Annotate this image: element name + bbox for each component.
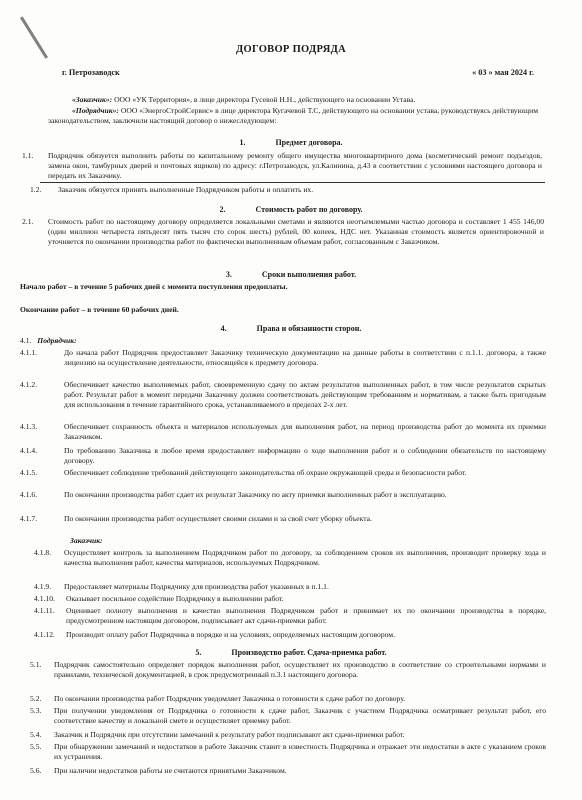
contractor-subheading bbox=[20, 336, 220, 346]
list-item bbox=[34, 548, 546, 580]
list-item bbox=[20, 422, 546, 444]
section-2-title: Стоимость работ по договору. bbox=[255, 205, 363, 214]
item-number: 4.1.10. bbox=[34, 594, 55, 603]
item-number: 4.1.2. bbox=[20, 380, 38, 389]
list-item bbox=[20, 348, 546, 380]
list-item bbox=[30, 660, 546, 692]
document-title: ДОГОВОР ПОДРЯДА bbox=[235, 44, 346, 55]
item-text: Оценивает полноту выполнения и качество выполнения Подрядчиком работ и принимает их по окончании производства в порядке, предусмотренном настоящим договором, подписывает акт сдачи-приемки работ. bbox=[66, 606, 546, 626]
list-item bbox=[30, 706, 546, 728]
list-item bbox=[20, 468, 546, 490]
item-text: Оказывает посильное содействие Подрядчику в выполнении работ. bbox=[66, 594, 284, 603]
list-item bbox=[34, 606, 546, 628]
item-number: 4.1.3. bbox=[20, 422, 38, 431]
item-number: 4.1.5. bbox=[20, 468, 38, 477]
subsection-number: 4.1. bbox=[20, 336, 32, 345]
item-number: 5.5. bbox=[30, 742, 42, 751]
item-number: 4.1.12. bbox=[34, 630, 55, 639]
list-item bbox=[20, 380, 546, 422]
item-text: Обеспечивает сохранность объекта и материалов используемых для выполнения работ, на период производства работ до момента их приемки Заказчиком. bbox=[64, 422, 546, 442]
item-number: 2.1. bbox=[22, 217, 34, 226]
section-1-number: 1. bbox=[239, 138, 246, 147]
section-2-number: 2. bbox=[219, 205, 226, 214]
list-item bbox=[30, 742, 546, 764]
item-number: 5.2. bbox=[30, 694, 42, 703]
subsection-label: Подрядчик: bbox=[37, 336, 77, 345]
item-number: 4.1.8. bbox=[34, 548, 52, 557]
item-number: 5.1. bbox=[30, 660, 42, 669]
item-text: По окончании производства работ Подрядчик уведомляет Заказчика о готовности к сдаче работ по договору. bbox=[54, 694, 406, 703]
item-number: 1.2. bbox=[30, 185, 42, 194]
section-5-heading bbox=[0, 648, 582, 657]
item-number: 4.1.6. bbox=[20, 490, 38, 499]
item-text: При наличии недостатков работы не считаются принятыми Заказчиком. bbox=[54, 766, 287, 775]
item-number: 4.1.4. bbox=[20, 446, 38, 455]
list-item bbox=[22, 217, 544, 259]
item-number: 5.3. bbox=[30, 706, 42, 715]
item-number: 4.1.11. bbox=[34, 606, 55, 615]
item-text: Производит оплату работ Подрядчика в порядке и на условиях, определяемых настоящим договором. bbox=[66, 630, 396, 639]
preamble-contractor bbox=[48, 106, 538, 126]
item-number: 4.1.1. bbox=[20, 348, 38, 357]
item-number: 5.4. bbox=[30, 730, 42, 739]
section-4-heading bbox=[0, 324, 582, 333]
section-3-number: 3. bbox=[225, 270, 232, 279]
section-4-title: Права и обязанности сторон. bbox=[256, 324, 362, 333]
item-text: При обнаружении замечаний и недостатков в работе Заказчик ставит в известность Подрядчика и отражает эти недостатки в акте с указанием сроков их устранения. bbox=[54, 742, 546, 762]
item-text: Обеспечивает качество выполняемых работ, своевременную сдачу по актам результатов выполненных работ, в том числе результатов скрытых работ. Результат работ в момент передачи Заказчику должен соответствовать действующим требованиям и нормативам, а также быть пригодным для использования в течение гарантийного срока, устанавливаемого в пределах 2-х лет. bbox=[64, 380, 546, 410]
section-4-number: 4. bbox=[220, 324, 227, 333]
contractor-label: «Подрядчик»: bbox=[72, 106, 119, 115]
customer-label: «Заказчик»: bbox=[72, 95, 113, 104]
item-text: По требованию Заказчика в любое время предоставляет информацию о ходе выполнения работ и о соблюдении обязательств по настоящему договору. bbox=[64, 446, 546, 466]
work-end: Окончание работ – в течение 60 рабочих дней. bbox=[20, 305, 179, 314]
section-1-title: Предмет договора. bbox=[275, 138, 343, 147]
item-number: 4.1.7. bbox=[20, 514, 38, 523]
item-number: 4.1.9. bbox=[34, 582, 52, 591]
list-item bbox=[20, 490, 546, 512]
item-text: По окончании производства работ осуществляет своими силами и за свой счет уборку объекта. bbox=[64, 514, 372, 523]
contract-date: « 03 » мая 2024 г. bbox=[472, 68, 534, 77]
customer-subheading: Заказчик: bbox=[70, 536, 103, 545]
underline-rule bbox=[40, 182, 545, 183]
contractor-text: ООО «ЭнергоСтройСервис» в лице директора Кугачевой Т.С, действующего на основании устава, руководствуясь действующим законодательством, заключили настоящий договор о нижеследующем: bbox=[48, 106, 538, 126]
item-text: Подрядчик самостоятельно определяет порядок выполнения работ, осуществляет их производство в соответствие со строительными нормами и правилами, технической документацией, в срок предусмотренный п.3.1 настоящего договора. bbox=[54, 660, 546, 680]
item-text: Заказчик и Подрядчик при отсутствии замечаний к результату работ подписывают акт сдачи-приемки работ. bbox=[54, 730, 405, 739]
item-text: Стоимость работ по настоящему договору определяется локальными сметами и являются неотъемлемыми частью договора и составляет 1 455 146,00 (один миллион четыреста пятьдесят пять тысяч сто сорок шесть) рублей, 00 копеек, НДС нет. Указанная стоимость является ориентировочной и уточняется по окончании производства работ по фактически выполненным объемам работ, согласованным с Заказчиком. bbox=[48, 217, 544, 247]
item-text: Подрядчик обязуется выполнить работы по капитальному ремонту общего имущества многоквартирного дома (косметический ремонт подъездов, замена окон, тамбурных дверей и почтовых ящиков) по адресу: г.Петрозаводск, ул.Калинина, д.43 в соответствии с условиями настоящего договора и передать их Заказчику. bbox=[48, 151, 542, 181]
section-5-number: 5. bbox=[195, 648, 202, 657]
section-3-title: Сроки выполнения работ. bbox=[261, 270, 357, 279]
preamble-customer bbox=[48, 95, 538, 105]
work-start: Начало работ – в течение 5 рабочих дней с момента поступления предоплаты. bbox=[20, 282, 288, 291]
contract-city: г. Петрозаводск bbox=[62, 68, 120, 77]
item-number: 5.6. bbox=[30, 766, 42, 775]
item-text: Заказчик обязуется принять выполненные Подрядчиком работы и оплатить их. bbox=[58, 185, 314, 194]
item-text: При получении уведомления от Подрядчика о готовности к сдаче работ, Заказчик с участием Подрядчика осматривает результат работ, его соответствие качеству и локальной смете и осуществляет приемку работ. bbox=[54, 706, 546, 726]
item-number: 1.1. bbox=[22, 151, 34, 160]
item-text: Обеспечивает соблюдение требований действующего законодательства об охране окружающей среды и безопасности работ. bbox=[64, 468, 467, 477]
section-2-heading bbox=[0, 205, 582, 214]
item-text: Предоставляет материалы Подрядчику для производства работ указанных в п.1.1. bbox=[64, 582, 329, 591]
section-1-heading bbox=[0, 138, 582, 147]
section-3-heading bbox=[0, 270, 582, 279]
item-text: По окончании производства работ сдает их результат Заказчику по акту приемки выполненных работ в эксплуатацию. bbox=[64, 490, 447, 499]
customer-text: ООО «УК Территория», в лице директора Гусевой Н.Н., действующего на основании Устава. bbox=[112, 95, 416, 104]
item-text: Осуществляет контроль за выполнением Подрядчиком работ по договору, за соблюдением сроков их выполнения, производит проверку хода и качества выполнения работ, качества материалов, используемых Подрядчиком. bbox=[64, 548, 546, 568]
list-item bbox=[22, 151, 542, 183]
item-text: До начала работ Подрядчик предоставляет Заказчику техническую документацию на данные работы в соответствии с п.1.1. договора, а также лицензию на осуществление деятельности, относящейся к предмету договора. bbox=[64, 348, 546, 368]
section-5-title: Производство работ. Сдача-приемка работ. bbox=[231, 648, 387, 657]
list-item bbox=[20, 446, 546, 468]
